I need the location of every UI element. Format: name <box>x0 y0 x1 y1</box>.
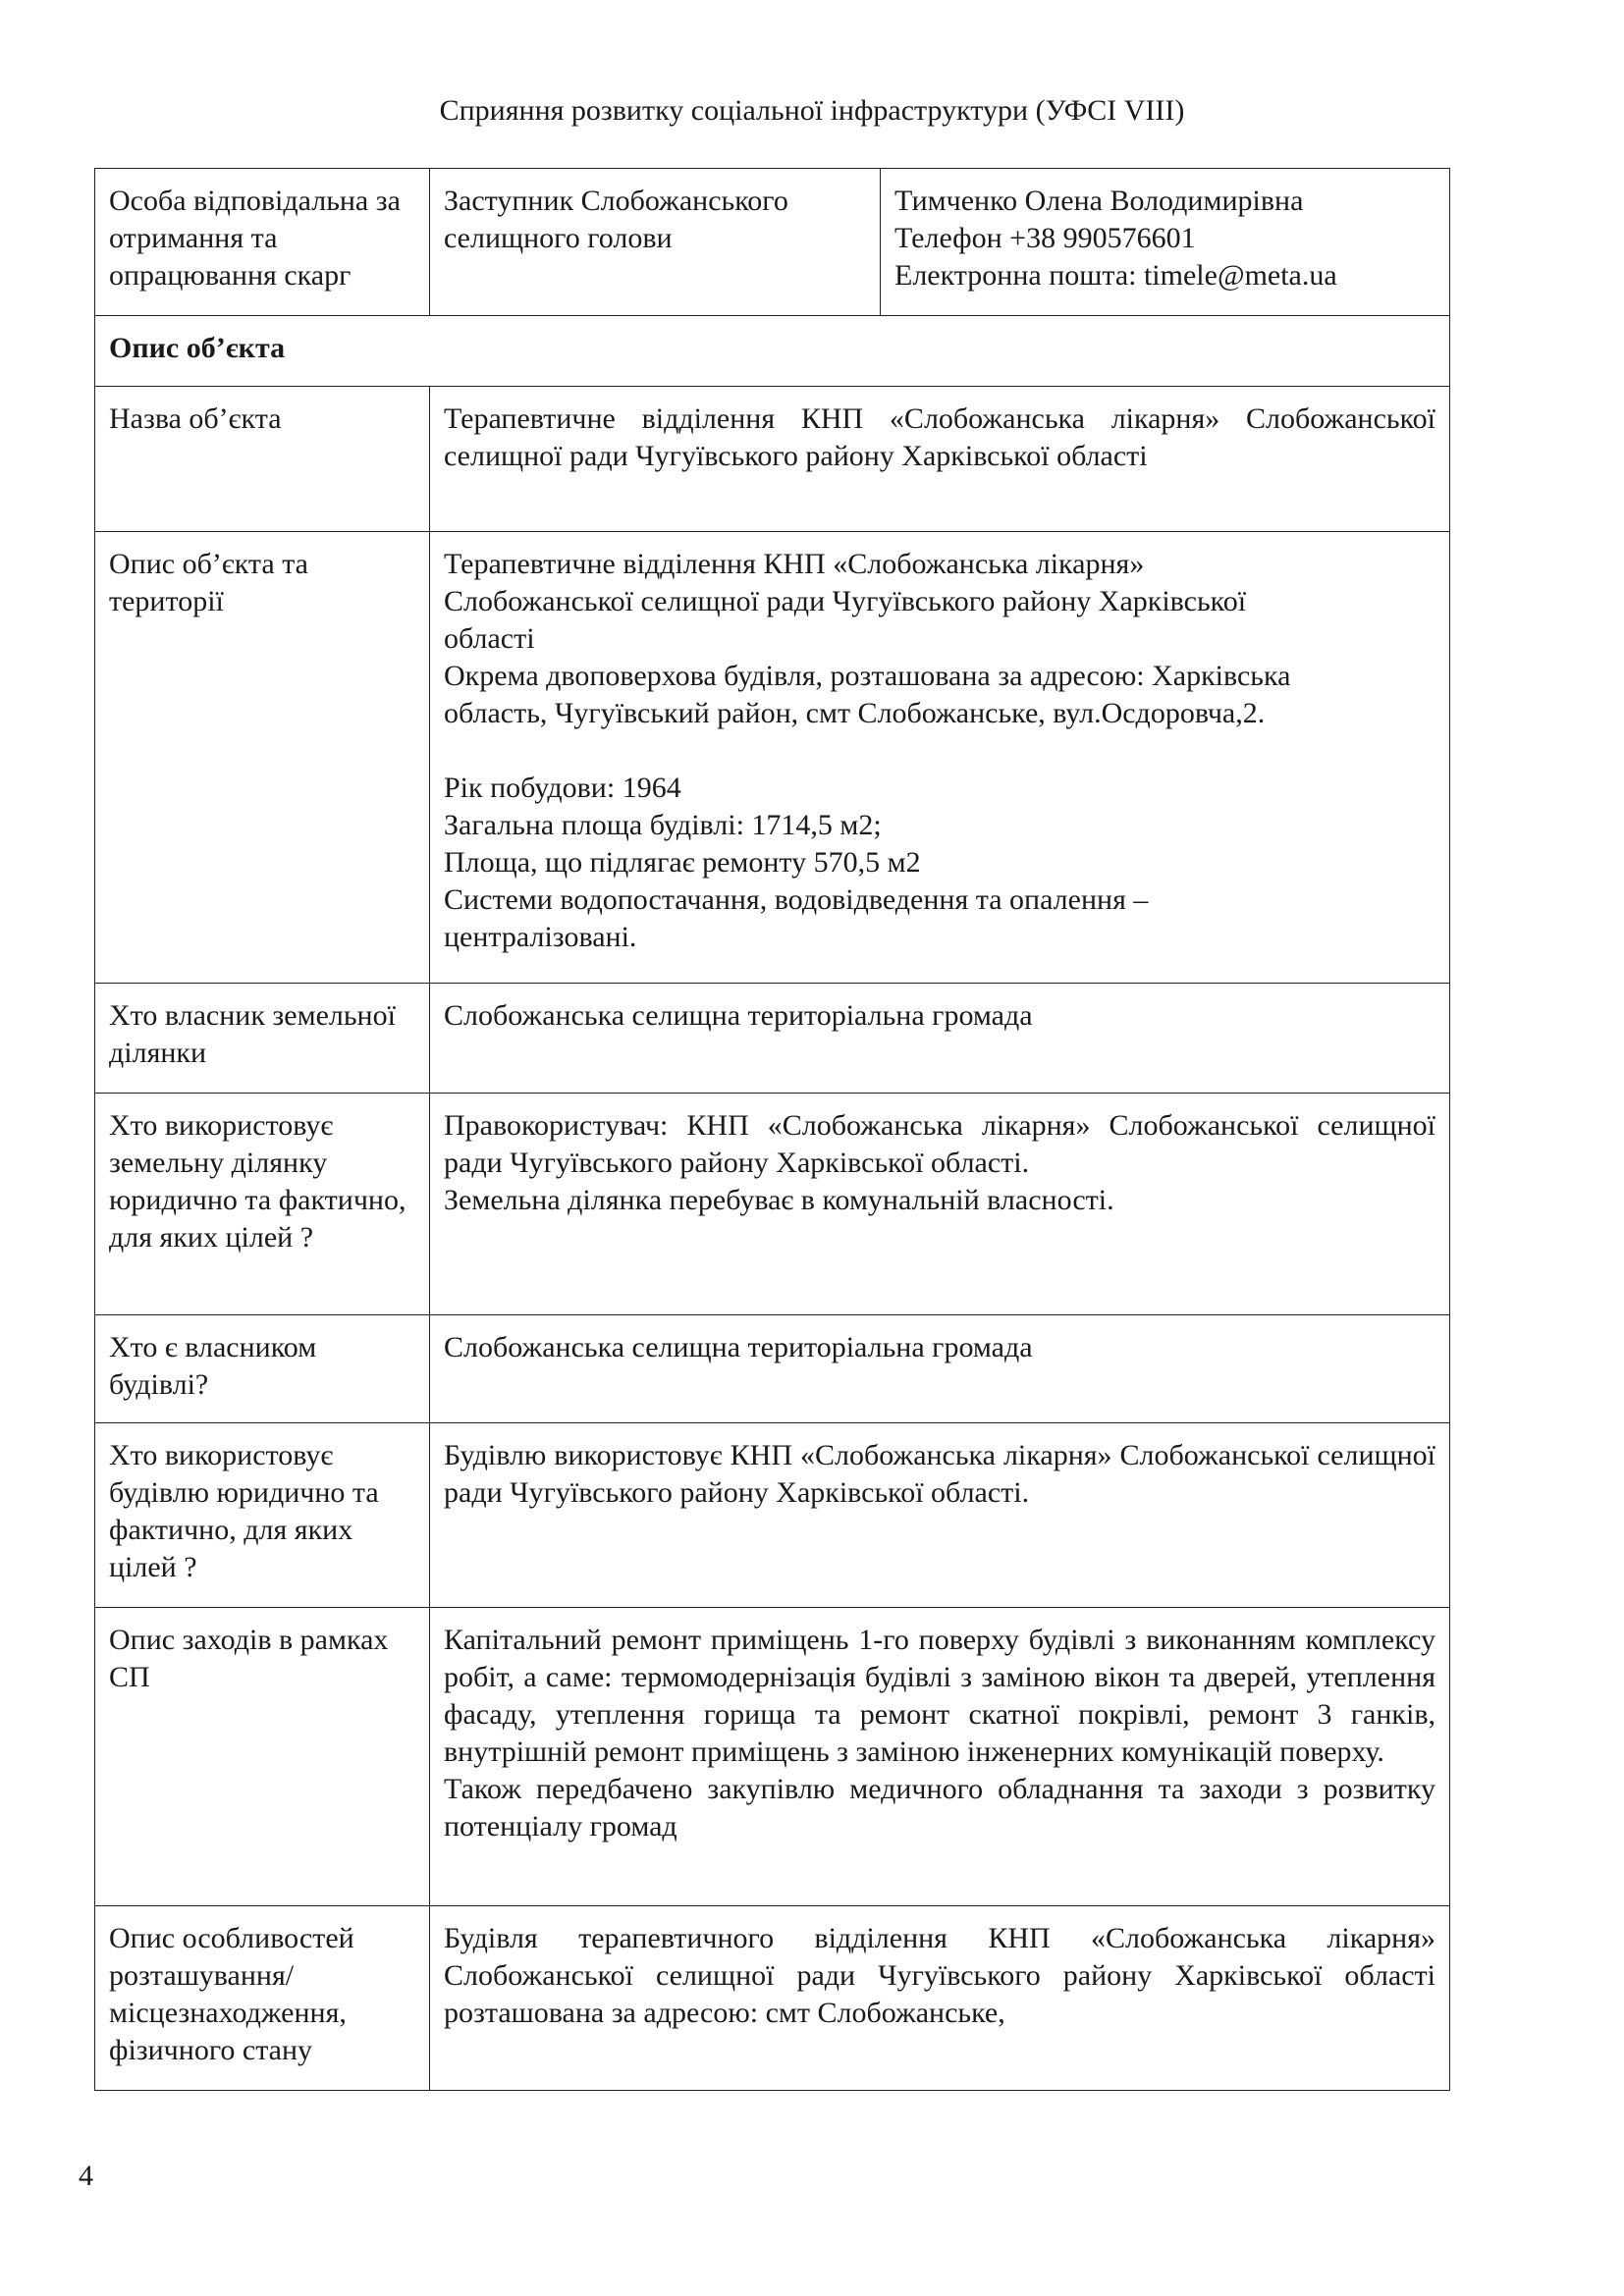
land-owner-value: Слобожанська селищна територіальна громада <box>430 984 1450 1094</box>
land-owner-row <box>95 984 1450 1094</box>
object-description-label: Опис об’єкта та території <box>95 532 430 984</box>
description-line: Окрема двоповерхова будівля, розташована за адресою: Харківська <box>444 660 1291 692</box>
location-row <box>95 1906 1450 2091</box>
total-area: Загальна площа будівлі: 1714,5 м2; <box>444 809 882 841</box>
land-user-value <box>430 1094 1450 1315</box>
construction-year: Рік побудови: 1964 <box>444 772 681 804</box>
contact-details <box>881 169 1450 316</box>
building-user-row <box>95 1423 1450 1608</box>
repair-area: Площа, що підлягає ремонту 570,5 м2 <box>444 846 921 879</box>
land-user-row <box>95 1094 1450 1315</box>
section-title: Опис об’єкта <box>95 316 1450 387</box>
systems-line: централізовані. <box>444 921 637 953</box>
paragraph-gap <box>444 732 1435 770</box>
building-user-label: Хто використовує будівлю юридично та фактично, для яких цілей ? <box>95 1423 430 1608</box>
description-line: область, Чугуївський район, смт Слобожанське, вул.Осдоровча,2. <box>444 697 1266 729</box>
contact-label: Особа відповідальна за отримання та опрацювання скарг <box>95 169 430 316</box>
land-owner-label: Хто власник земельної ділянки <box>95 984 430 1094</box>
contact-name: Тимченко Олена Володимирівна <box>894 185 1304 217</box>
page-number: 4 <box>79 2160 93 2192</box>
building-owner-row <box>95 1315 1450 1423</box>
contact-position: Заступник Слобожанського селищного голови <box>430 169 881 316</box>
object-name-row <box>95 387 1450 532</box>
description-line: Терапевтичне відділення КНП «Слобожанська лікарня» <box>444 548 1145 580</box>
location-value: Будівля терапевтичного відділення КНП «Слобожанська лікарня» Слобожанської селищної ради Чугуївського району Харківської області розташована за адресою: смт Слобожанське, <box>430 1906 1450 2091</box>
measures-row <box>95 1608 1450 1906</box>
measures-text: Капітальний ремонт приміщень 1-го поверху будівлі з виконанням комплексу робіт, а саме: термомодернізація будівлі з заміною вікон та дверей, утеплення фасаду, утеплення горища та ремонт скатної покрівлі, ремонт 3 ганків, внутрішній ремонт приміщень з заміною інженерних комунікацій поверху. <box>444 1624 1435 1768</box>
measures-extra: Також передбачено закупівлю медичного обладнання та заходи з розвитку потенціалу громад <box>444 1773 1435 1842</box>
description-line: області <box>444 622 535 655</box>
object-description-row <box>95 532 1450 984</box>
building-owner-label: Хто є власником будівлі? <box>95 1315 430 1423</box>
object-info-table <box>94 168 1450 2091</box>
contact-email: Електронна пошта: timele@meta.ua <box>894 259 1337 292</box>
measures-label: Опис заходів в рамках СП <box>95 1608 430 1906</box>
contact-row <box>95 169 1450 316</box>
object-description-value <box>430 532 1450 984</box>
building-owner-value: Слобожанська селищна територіальна громада <box>430 1315 1450 1423</box>
location-label: Опис особливостей розташування/ місцезнаходження, фізичного стану <box>95 1906 430 2091</box>
description-line: Слобожанської селищної ради Чугуївського району Харківської <box>444 585 1247 617</box>
systems-line: Системи водопостачання, водовідведення та опалення – <box>444 883 1149 916</box>
measures-value <box>430 1608 1450 1906</box>
page-header: Сприяння розвитку соціальної інфраструктури (УФСІ VIII) <box>439 94 1185 127</box>
contact-phone: Телефон +38 990576601 <box>894 222 1196 254</box>
object-name-label: Назва об’єкта <box>95 387 430 532</box>
land-ownership-note: Земельна ділянка перебуває в комунальній власності. <box>444 1184 1114 1216</box>
building-user-value: Будівлю використовує КНП «Слобожанська лікарня» Слобожанської селищної ради Чугуївського району Харківської області. <box>430 1423 1450 1608</box>
land-user-text: Правокористувач: КНП «Слобожанська лікарня» Слобожанської селищної ради Чугуївського району Харківської області. <box>444 1109 1435 1179</box>
object-name-value: Терапевтичне відділення КНП «Слобожанська лікарня» Слобожанської селищної ради Чугуївського району Харківської області <box>430 387 1450 532</box>
section-row <box>95 316 1450 387</box>
land-user-label: Хто використовує земельну ділянку юридично та фактично, для яких цілей ? <box>95 1094 430 1315</box>
